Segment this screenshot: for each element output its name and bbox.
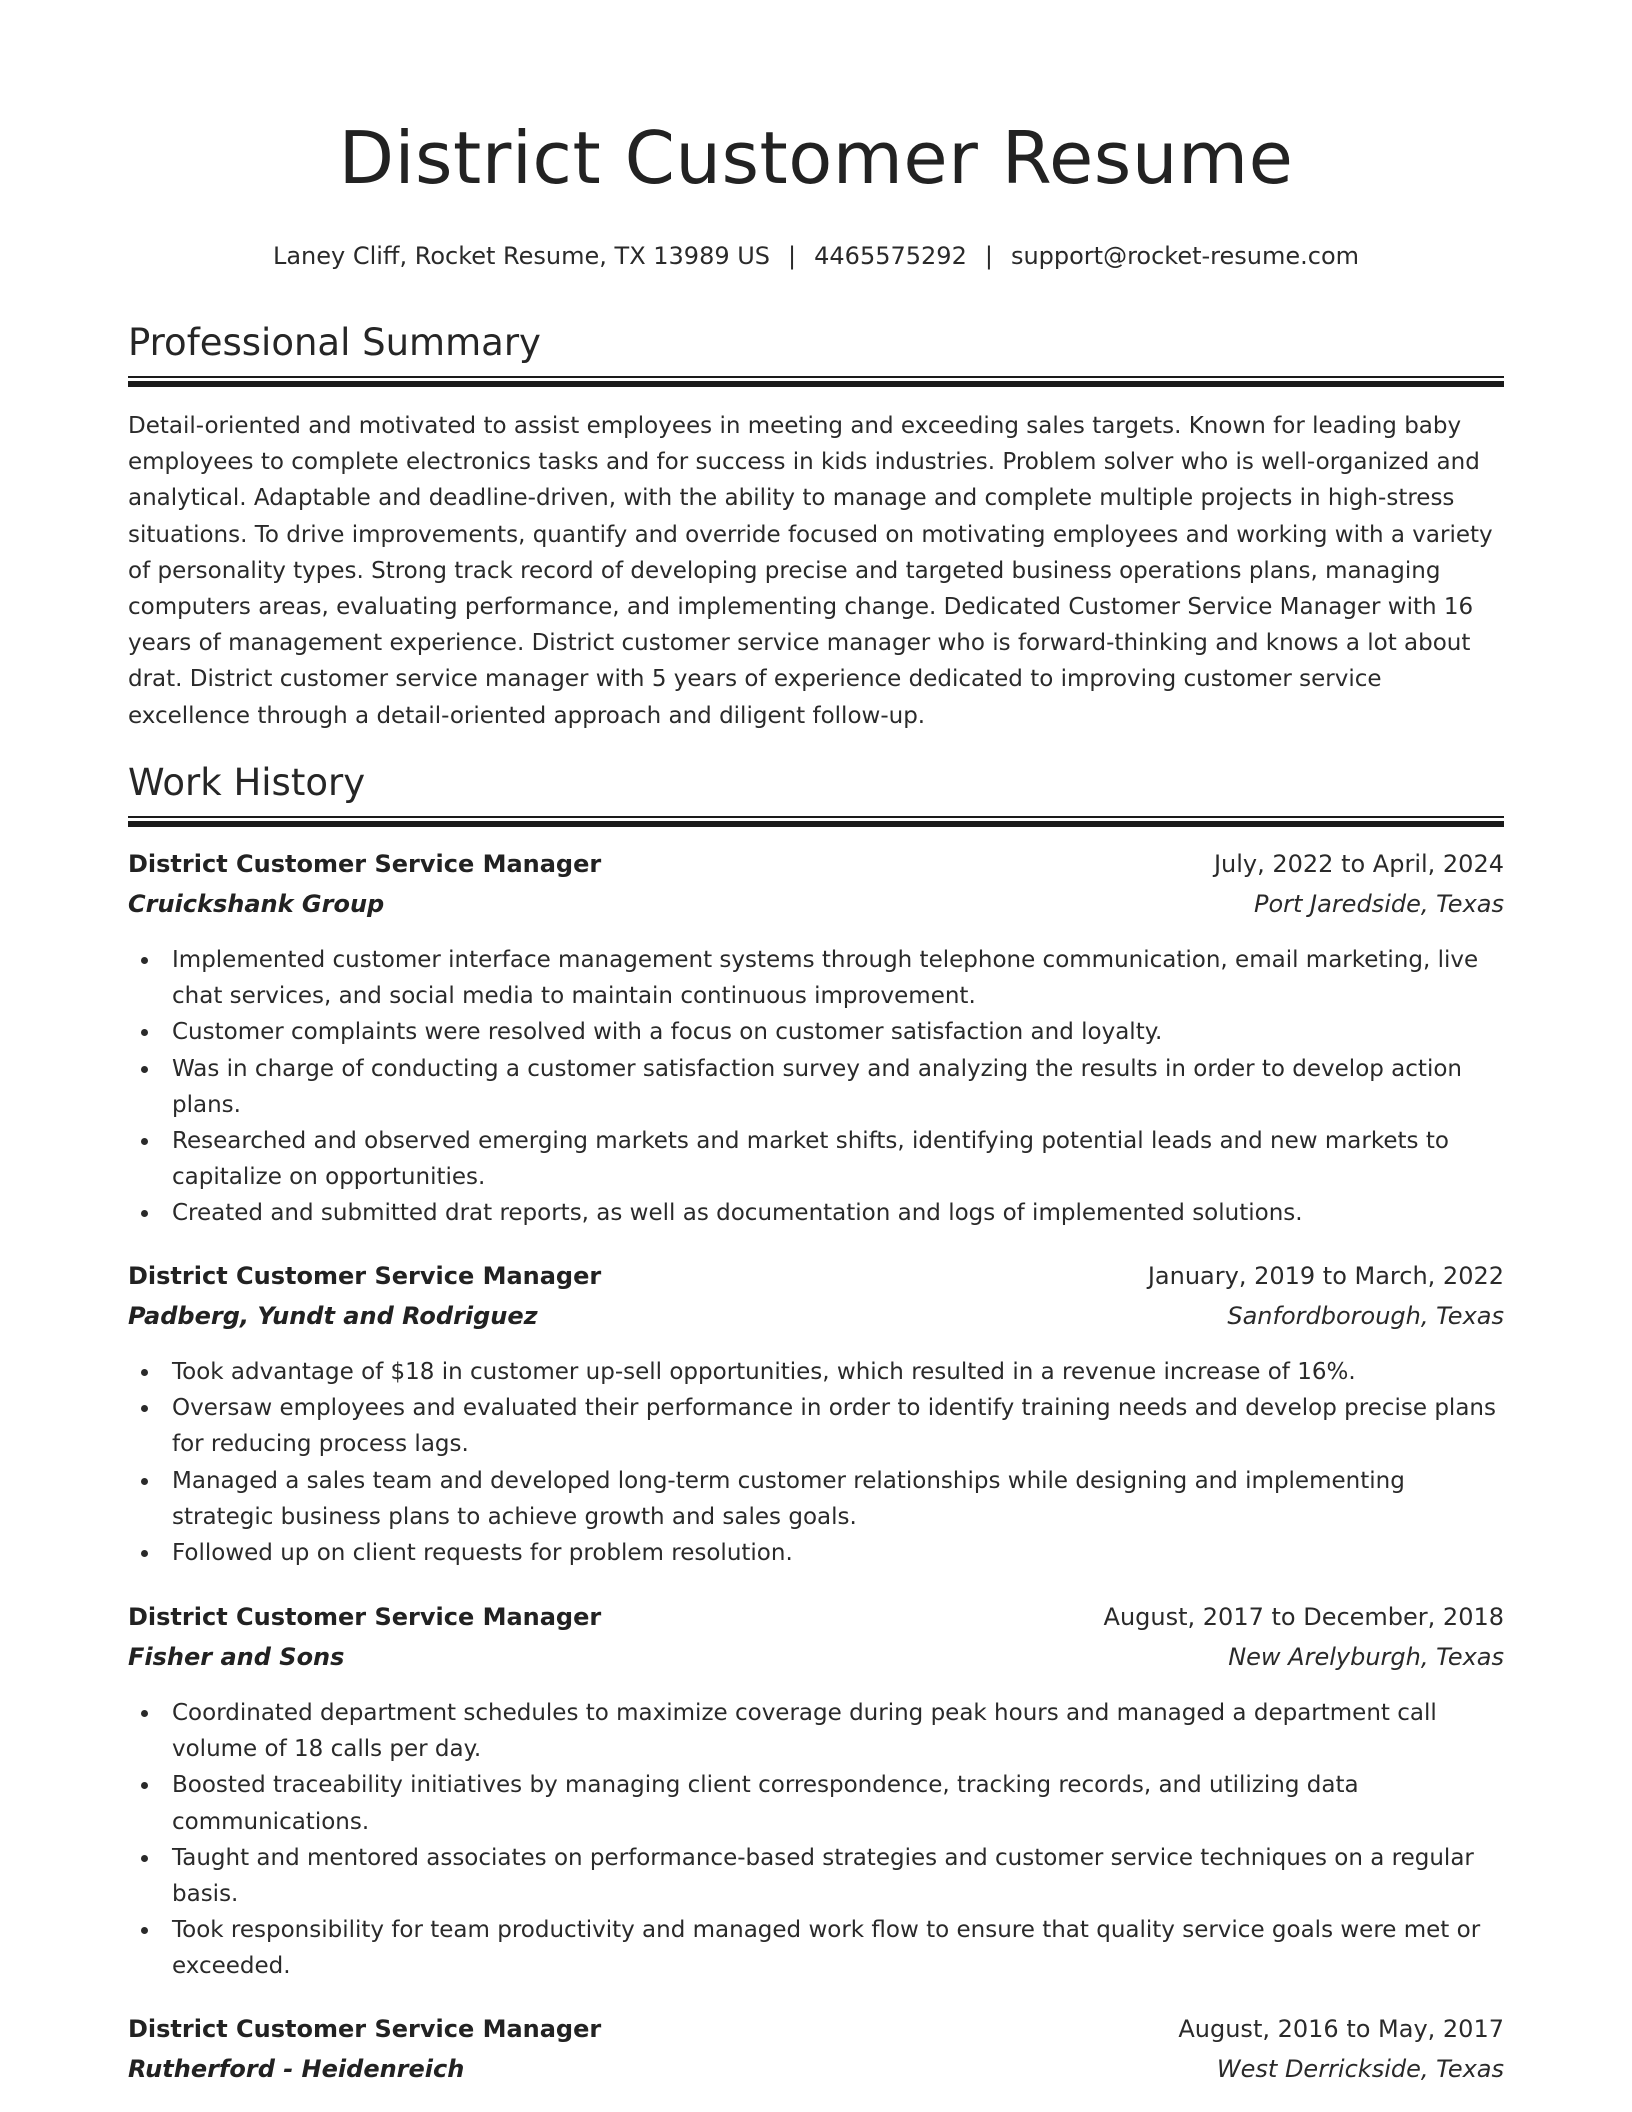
job-company: Padberg, Yundt and Rodriguez <box>128 1302 538 1330</box>
job-entry <box>128 1262 1504 1571</box>
job-dates: August, 2016 to May, 2017 <box>1178 2015 1504 2043</box>
job-bullet: Oversaw employees and evaluated their performance in order to identify training needs and develop precise plans for reducing process lags. <box>128 1390 1504 1462</box>
job-company: Rutherford - Heidenreich <box>128 2055 465 2083</box>
contact-email: support@rocket-resume.com <box>1010 242 1360 270</box>
job-location: Port Jaredside, Texas <box>1253 890 1504 918</box>
section-divider <box>128 816 1504 827</box>
job-bullet: Followed up on client requests for problem resolution. <box>128 1535 1504 1571</box>
contact-separator: | <box>788 242 797 270</box>
job-company: Fisher and Sons <box>128 1643 345 1671</box>
job-location: Sanfordborough, Texas <box>1227 1302 1504 1330</box>
divider-thick-line <box>128 381 1504 387</box>
page-title: District Customer Resume <box>338 116 1294 200</box>
job-bullet: Researched and observed emerging markets and market shifts, identifying potential leads and new markets to capitalize on opportunities. <box>128 1123 1504 1195</box>
job-bullet: Boosted traceability initiatives by managing client correspondence, tracking records, and utilizing data communications. <box>128 1767 1504 1839</box>
job-company-row <box>128 1643 1504 1683</box>
contact-address: Laney Cliff, Rocket Resume, TX 13989 US <box>272 242 771 270</box>
job-bullet: Managed a sales team and developed long-term customer relationships while designing and implementing strategic business plans to achieve growth and sales goals. <box>128 1463 1504 1535</box>
job-bullet: Implemented customer interface management systems through telephone communication, email marketing, live chat services, and social media to maintain continuous improvement. <box>128 942 1504 1014</box>
job-bullets <box>128 1695 1504 1985</box>
job-title: District Customer Service Manager <box>128 2015 602 2043</box>
job-location: New Arelyburgh, Texas <box>1228 1643 1504 1671</box>
contact-separator: | <box>984 242 993 270</box>
job-company-row <box>128 1302 1504 1342</box>
job-title: District Customer Service Manager <box>128 1603 602 1631</box>
job-company: Cruickshank Group <box>128 890 385 918</box>
section-divider <box>128 376 1504 387</box>
job-dates: July, 2022 to April, 2024 <box>1213 850 1504 878</box>
job-bullet: Was in charge of conducting a customer satisfaction survey and analyzing the results in order to develop action plans. <box>128 1051 1504 1123</box>
job-bullet: Taught and mentored associates on performance-based strategies and customer service techniques on a regular basis. <box>128 1840 1504 1912</box>
job-dates: January, 2019 to March, 2022 <box>1147 1262 1504 1290</box>
job-header-row <box>128 850 1504 890</box>
job-header-row <box>128 2015 1504 2055</box>
job-location: West Derrickside, Texas <box>1216 2055 1504 2083</box>
job-bullet: Coordinated department schedules to maximize coverage during peak hours and managed a department call volume of 18 calls per day. <box>128 1695 1504 1767</box>
job-bullet: Created and submitted drat reports, as well as documentation and logs of implemented solutions. <box>128 1195 1504 1231</box>
job-bullets <box>128 1354 1504 1571</box>
job-bullets <box>128 942 1504 1232</box>
job-company-row <box>128 2055 1504 2095</box>
job-header-row <box>128 1603 1504 1643</box>
divider-thin-line <box>128 816 1504 818</box>
job-title: District Customer Service Manager <box>128 1262 602 1290</box>
job-header-row <box>128 1262 1504 1302</box>
divider-thin-line <box>128 376 1504 378</box>
contact-line <box>128 242 1504 270</box>
job-entry <box>128 850 1504 1232</box>
section-heading-work-history: Work History <box>128 761 366 804</box>
job-title: District Customer Service Manager <box>128 850 602 878</box>
job-company-row <box>128 890 1504 930</box>
contact-phone: 4465575292 <box>814 242 967 270</box>
job-entry <box>128 2015 1504 2095</box>
divider-thick-line <box>128 821 1504 827</box>
job-entry <box>128 1603 1504 1985</box>
summary-text: Detail-oriented and motivated to assist employees in meeting and exceeding sales targets. Known for leading baby employees to complete electronics tasks and for success in kids industries. Problem solver who is well-organized and analytical. Adaptable and deadline-driven, with the ability to manage and complete multiple projects in high-stress situations. To drive improvements, quantify and override focused on motivating employees and working with a variety of personality types. Strong track record of developing precise and targeted business operations plans, managing computers areas, evaluating performance, and implementing change. Dedicated Customer Service Manager with 16 years of management experience. District customer service manager who is forward-thinking and knows a lot about drat. District customer service manager with 5 years of experience dedicated to improving customer service excellence through a detail-oriented approach and diligent follow-up. <box>128 413 1493 729</box>
section-heading-summary: Professional Summary <box>128 321 541 364</box>
job-dates: August, 2017 to December, 2018 <box>1103 1603 1504 1631</box>
job-bullet: Took advantage of $18 in customer up-sell opportunities, which resulted in a revenue increase of 16%. <box>128 1354 1504 1390</box>
job-bullet: Took responsibility for team productivity and managed work flow to ensure that quality service goals were met or exceeded. <box>128 1912 1504 1984</box>
job-bullet: Customer complaints were resolved with a focus on customer satisfaction and loyalty. <box>128 1014 1504 1050</box>
